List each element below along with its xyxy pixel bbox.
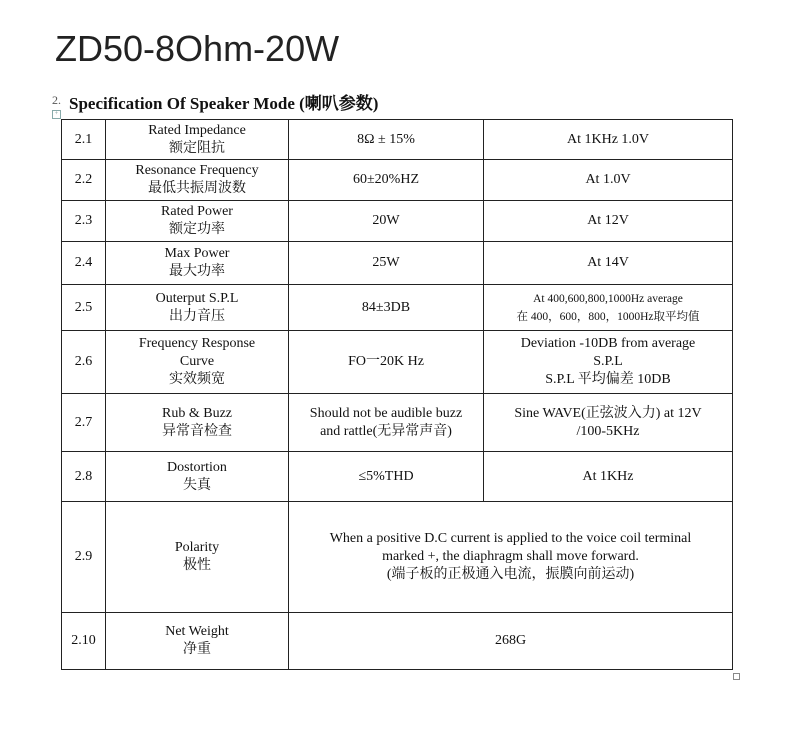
polarity-description: [289, 502, 733, 613]
row-number: 2.2: [62, 160, 106, 201]
table-row: [62, 201, 733, 242]
row-number: 2.9: [62, 502, 106, 613]
parameter-value: 20W: [289, 201, 484, 242]
polarity-description-line: (端子板的正极通入电流，振膜向前运动): [386, 567, 635, 582]
document-title: ZD50-8Ohm-20W: [55, 28, 340, 69]
parameter-name: [106, 285, 289, 331]
parameter-name-cn: 额定功率: [169, 222, 225, 237]
parameter-value: 25W: [289, 242, 484, 285]
row-number: 2.6: [62, 331, 106, 394]
parameter-name: [106, 120, 289, 160]
table-row: [62, 502, 733, 613]
test-condition-line: 在 400，600，800，1000Hz取平均值: [516, 310, 700, 323]
parameter-value: 268G: [289, 613, 733, 670]
test-condition-line: /100-5KHz: [576, 423, 640, 439]
table-row: [62, 285, 733, 331]
parameter-value-line: and rattle(无异常声音): [320, 423, 452, 439]
parameter-name-cn: 失真: [183, 477, 211, 493]
parameter-name-en: Max Power: [164, 246, 230, 261]
parameter-value: [289, 394, 484, 452]
parameter-value: 84±3DB: [289, 285, 484, 331]
test-condition: At 1KHz 1.0V: [484, 120, 733, 160]
row-number: 2.5: [62, 285, 106, 331]
parameter-value: 8Ω ± 15%: [289, 120, 484, 160]
specification-table: [61, 119, 733, 670]
parameter-name-cn: 实效频宽: [169, 372, 225, 387]
parameter-name-en: Outerput S.P.L: [155, 290, 239, 306]
parameter-name: [106, 394, 289, 452]
polarity-description-line: marked +, the diaphragm shall move forward.: [382, 549, 639, 564]
parameter-name: [106, 242, 289, 285]
parameter-name: [106, 331, 289, 394]
parameter-name-en: Rub & Buzz: [162, 405, 232, 421]
parameter-value: FO一20K Hz: [289, 331, 484, 394]
table-row: [62, 160, 733, 201]
parameter-value: 60±20%HZ: [289, 160, 484, 201]
table-row: [62, 331, 733, 394]
row-number: 2.1: [62, 120, 106, 160]
parameter-name: [106, 502, 289, 613]
parameter-name-en: Resonance Frequency: [135, 163, 259, 178]
parameter-value: ≤5%THD: [289, 452, 484, 502]
parameter-name-cn: 净重: [183, 642, 211, 657]
test-condition-line: Sine WAVE(正弦波入力) at 12V: [514, 405, 702, 421]
parameter-name-en: Frequency Response: [138, 336, 256, 351]
row-number: 2.8: [62, 452, 106, 502]
table-row: [62, 120, 733, 160]
parameter-name-cn: 额定阻抗: [169, 140, 225, 156]
parameter-value-line: Should not be audible buzz: [309, 405, 463, 421]
parameter-name-cn: 最低共振周波数: [148, 181, 246, 196]
row-number: 2.3: [62, 201, 106, 242]
parameter-name-en: Rated Impedance: [148, 122, 246, 138]
parameter-name-en: Rated Power: [161, 204, 233, 219]
test-condition-line: At 400,600,800,1000Hz average: [533, 292, 683, 305]
test-condition: At 14V: [484, 242, 733, 285]
parameter-name-cn: 极性: [183, 558, 211, 573]
parameter-name-en: Net Weight: [165, 624, 229, 639]
table-row: [62, 242, 733, 285]
parameter-name: [106, 160, 289, 201]
table-row: [62, 394, 733, 452]
test-condition: [484, 331, 733, 394]
test-condition: At 1.0V: [484, 160, 733, 201]
row-number: 2.4: [62, 242, 106, 285]
test-condition-line: S.P.L 平均偏差 10DB: [545, 372, 671, 387]
parameter-name-cn: 最大功率: [169, 264, 225, 279]
test-condition: [484, 394, 733, 452]
parameter-name: [106, 201, 289, 242]
table-resize-handle[interactable]: [733, 673, 740, 680]
parameter-name-en: Dostortion: [167, 459, 227, 475]
test-condition: At 12V: [484, 201, 733, 242]
polarity-description-line: When a positive D.C current is applied to the voice coil terminal: [329, 531, 692, 546]
table-anchor-icon[interactable]: +: [52, 110, 61, 119]
parameter-name-en: Curve: [179, 354, 215, 369]
section-number: 2.: [52, 93, 61, 107]
table-row: [62, 452, 733, 502]
parameter-name: [106, 613, 289, 670]
parameter-name: [106, 452, 289, 502]
section-heading: Specification Of Speaker Mode (喇叭参数): [69, 94, 379, 113]
table-row: [62, 613, 733, 670]
parameter-name-cn: 异常音检查: [162, 423, 232, 439]
row-number: 2.10: [62, 613, 106, 670]
test-condition-line: Deviation -10DB from average: [520, 336, 696, 351]
test-condition-line: S.P.L: [593, 354, 623, 369]
test-condition: [484, 285, 733, 331]
parameter-name-en: Polarity: [174, 540, 220, 555]
row-number: 2.7: [62, 394, 106, 452]
test-condition: At 1KHz: [484, 452, 733, 502]
parameter-name-cn: 出力音压: [169, 308, 225, 324]
